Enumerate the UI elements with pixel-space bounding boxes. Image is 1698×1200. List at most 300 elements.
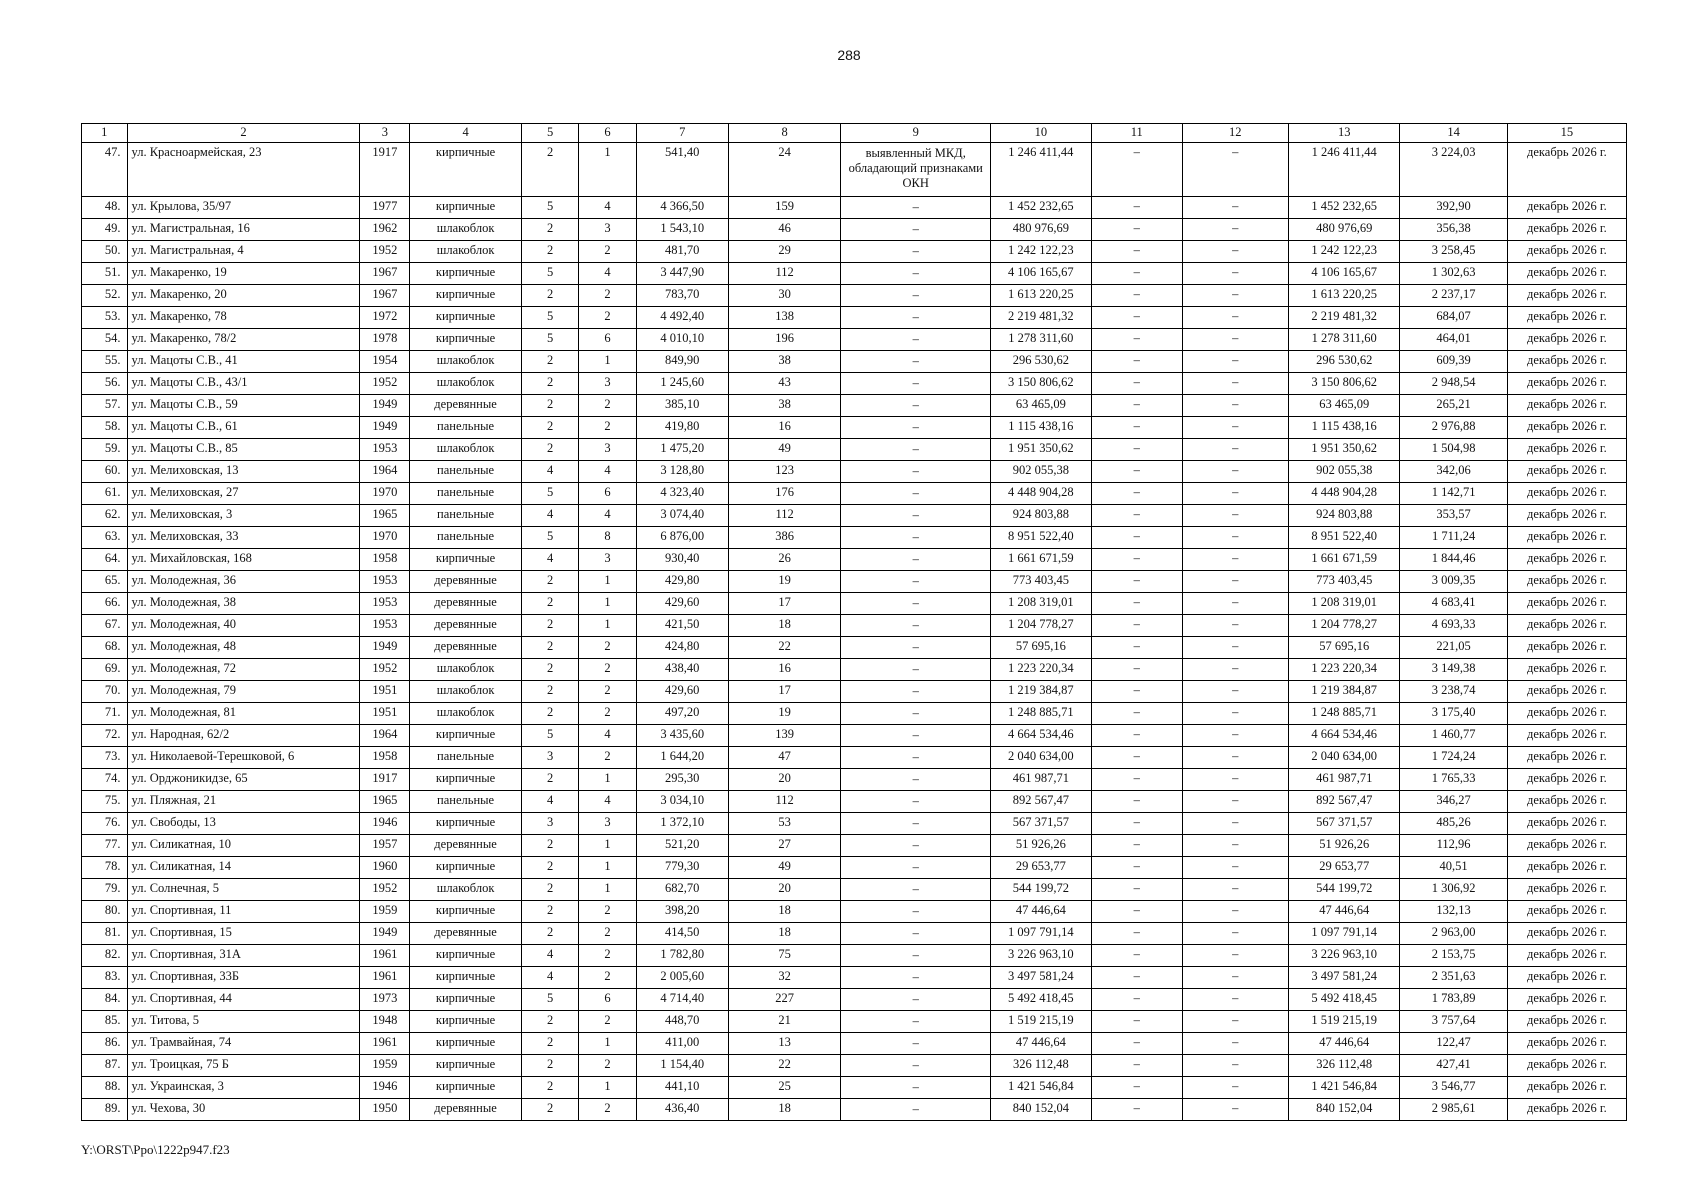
table-cell: 3 (521, 747, 578, 769)
table-cell: шлакоблок (410, 703, 522, 725)
table-cell: 1957 (360, 835, 410, 857)
table-cell: декабрь 2026 г. (1507, 637, 1626, 659)
table-cell: – (841, 307, 991, 329)
table-cell: – (1182, 615, 1288, 637)
table-cell: 4 366,50 (636, 197, 728, 219)
table-row (82, 791, 1627, 813)
table-cell: 47 446,64 (1288, 1033, 1400, 1055)
table-cell: 3 (579, 373, 636, 395)
table-row (82, 373, 1627, 395)
table-cell: 3 226 963,10 (1288, 945, 1400, 967)
table-cell: 3 034,10 (636, 791, 728, 813)
table-cell: 2 (579, 923, 636, 945)
column-header: 4 (410, 124, 522, 143)
table-cell: – (1091, 945, 1182, 967)
table-cell: – (841, 439, 991, 461)
table-cell: – (1091, 373, 1182, 395)
table-cell: – (1091, 593, 1182, 615)
table-cell: – (1091, 989, 1182, 1011)
table-cell: 81. (82, 923, 128, 945)
table-cell: 88. (82, 1077, 128, 1099)
table-cell: – (1182, 527, 1288, 549)
table-cell: 2 005,60 (636, 967, 728, 989)
table-cell: 61. (82, 483, 128, 505)
table-cell: 25 (728, 1077, 841, 1099)
table-cell: декабрь 2026 г. (1507, 1099, 1626, 1121)
table-cell: – (1091, 857, 1182, 879)
table-cell: 3 150 806,62 (1288, 373, 1400, 395)
table-cell: – (1182, 989, 1288, 1011)
table-cell: 55. (82, 351, 128, 373)
table-cell: 2 (521, 901, 578, 923)
table-row (82, 813, 1627, 835)
table-cell: 1 372,10 (636, 813, 728, 835)
table-cell: панельные (410, 791, 522, 813)
table-cell: 779,30 (636, 857, 728, 879)
table-cell: 1 (579, 835, 636, 857)
table-cell: 296 530,62 (1288, 351, 1400, 373)
table-cell: декабрь 2026 г. (1507, 725, 1626, 747)
table-cell: 176 (728, 483, 841, 505)
table-cell: 353,57 (1400, 505, 1507, 527)
table-cell: 1 460,77 (1400, 725, 1507, 747)
table-cell: 1954 (360, 351, 410, 373)
table-cell: 73. (82, 747, 128, 769)
table-cell: панельные (410, 461, 522, 483)
table-cell: 79. (82, 879, 128, 901)
table-cell: 4 010,10 (636, 329, 728, 351)
table-cell: 1 097 791,14 (990, 923, 1091, 945)
table-cell: 4 448 904,28 (1288, 483, 1400, 505)
table-cell: 461 987,71 (990, 769, 1091, 791)
table-cell: 24 (728, 143, 841, 197)
table-cell: 1 154,40 (636, 1055, 728, 1077)
table-cell: 49. (82, 219, 128, 241)
table-cell: панельные (410, 483, 522, 505)
table-cell: 783,70 (636, 285, 728, 307)
table-cell: – (1091, 143, 1182, 197)
table-cell: – (1091, 747, 1182, 769)
table-row (82, 571, 1627, 593)
table-cell: 19 (728, 703, 841, 725)
table-cell: – (1091, 263, 1182, 285)
table-cell: – (1182, 1055, 1288, 1077)
table-cell: 1958 (360, 549, 410, 571)
column-header: 11 (1091, 124, 1182, 143)
table-cell: 1949 (360, 417, 410, 439)
table-cell: декабрь 2026 г. (1507, 703, 1626, 725)
table-cell: 18 (728, 901, 841, 923)
table-cell: декабрь 2026 г. (1507, 307, 1626, 329)
table-cell: – (1182, 197, 1288, 219)
table-row (82, 967, 1627, 989)
column-header: 8 (728, 124, 841, 143)
table-cell: – (1091, 307, 1182, 329)
table-cell: 1964 (360, 725, 410, 747)
table-cell: 1 782,80 (636, 945, 728, 967)
table-cell: – (1091, 659, 1182, 681)
table-cell: 5 (521, 307, 578, 329)
table-cell: – (841, 835, 991, 857)
table-cell: 4 664 534,46 (990, 725, 1091, 747)
table-cell: ул. Спортивная, 33Б (127, 967, 360, 989)
table-cell: 56. (82, 373, 128, 395)
table-cell: – (841, 527, 991, 549)
table-row (82, 351, 1627, 373)
table-cell: 398,20 (636, 901, 728, 923)
table-cell: ул. Макаренко, 20 (127, 285, 360, 307)
table-cell: 2 237,17 (1400, 285, 1507, 307)
table-cell: 1960 (360, 857, 410, 879)
table-cell: – (841, 263, 991, 285)
table-cell: кирпичные (410, 307, 522, 329)
table-cell: 78. (82, 857, 128, 879)
table-cell: 521,20 (636, 835, 728, 857)
table-cell: шлакоблок (410, 879, 522, 901)
table-cell: 1 219 384,87 (1288, 681, 1400, 703)
table-cell: 356,38 (1400, 219, 1507, 241)
table-cell: 424,80 (636, 637, 728, 659)
table-cell: 59. (82, 439, 128, 461)
table-row (82, 307, 1627, 329)
table-cell: 2 985,61 (1400, 1099, 1507, 1121)
table-cell: 48. (82, 197, 128, 219)
table-cell: 2 351,63 (1400, 967, 1507, 989)
table-row (82, 461, 1627, 483)
table-cell: – (1091, 791, 1182, 813)
table-cell: 2 (579, 395, 636, 417)
table-cell: 5 (521, 329, 578, 351)
table-row (82, 857, 1627, 879)
table-cell: 1965 (360, 505, 410, 527)
table-cell: 47. (82, 143, 128, 197)
table-cell: 346,27 (1400, 791, 1507, 813)
column-header: 13 (1288, 124, 1400, 143)
table-cell: – (1182, 725, 1288, 747)
table-cell: ул. Магистральная, 16 (127, 219, 360, 241)
table-cell: 47 446,64 (1288, 901, 1400, 923)
table-cell: – (1091, 197, 1182, 219)
table-cell: 3 149,38 (1400, 659, 1507, 681)
table-cell: – (841, 901, 991, 923)
registry-table (81, 123, 1627, 1121)
table-cell: 3 (579, 813, 636, 835)
table-row (82, 923, 1627, 945)
table-cell: 29 653,77 (1288, 857, 1400, 879)
table-cell: ул. Спортивная, 11 (127, 901, 360, 923)
table-cell: – (1091, 923, 1182, 945)
table-cell: ул. Украинская, 3 (127, 1077, 360, 1099)
column-header: 14 (1400, 124, 1507, 143)
table-cell: 4 664 534,46 (1288, 725, 1400, 747)
table-cell: деревянные (410, 571, 522, 593)
table-cell: 2 040 634,00 (990, 747, 1091, 769)
table-cell: панельные (410, 505, 522, 527)
table-cell: – (1182, 703, 1288, 725)
table-cell: панельные (410, 417, 522, 439)
table-cell: – (1182, 351, 1288, 373)
table-cell: декабрь 2026 г. (1507, 285, 1626, 307)
table-cell: 1 613 220,25 (990, 285, 1091, 307)
table-cell: 8 951 522,40 (1288, 527, 1400, 549)
table-cell: декабрь 2026 г. (1507, 571, 1626, 593)
table-cell: ул. Спортивная, 15 (127, 923, 360, 945)
table-cell: 427,41 (1400, 1055, 1507, 1077)
table-cell: 1952 (360, 373, 410, 395)
table-cell: 429,60 (636, 593, 728, 615)
table-cell: – (841, 879, 991, 901)
table-cell: – (841, 373, 991, 395)
table-cell: шлакоблок (410, 219, 522, 241)
table-cell: декабрь 2026 г. (1507, 813, 1626, 835)
table-cell: – (841, 967, 991, 989)
table-cell: – (1182, 417, 1288, 439)
table-cell: 19 (728, 571, 841, 593)
table-cell: деревянные (410, 835, 522, 857)
table-cell: 2 (579, 241, 636, 263)
table-cell: кирпичные (410, 285, 522, 307)
table-cell: ул. Солнечная, 5 (127, 879, 360, 901)
table-cell: 1948 (360, 1011, 410, 1033)
table-cell: – (1182, 769, 1288, 791)
table-row (82, 241, 1627, 263)
table-cell: ул. Свободы, 13 (127, 813, 360, 835)
table-cell: ул. Магистральная, 4 (127, 241, 360, 263)
table-row (82, 747, 1627, 769)
table-cell: 51 926,26 (990, 835, 1091, 857)
table-cell: – (1182, 263, 1288, 285)
table-cell: 1977 (360, 197, 410, 219)
table-cell: 2 (521, 1033, 578, 1055)
table-cell: 485,26 (1400, 813, 1507, 835)
table-cell: – (841, 703, 991, 725)
table-cell: 2 (521, 571, 578, 593)
table-cell: 1 208 319,01 (990, 593, 1091, 615)
table-cell: 1 (579, 769, 636, 791)
table-cell: 1 (579, 1077, 636, 1099)
table-cell: 58. (82, 417, 128, 439)
table-cell: ул. Пляжная, 21 (127, 791, 360, 813)
table-cell: – (1091, 1011, 1182, 1033)
table-cell: 6 (579, 989, 636, 1011)
table-cell: 1 302,63 (1400, 263, 1507, 285)
table-cell: 1951 (360, 681, 410, 703)
table-cell: 139 (728, 725, 841, 747)
table-cell: 2 (579, 417, 636, 439)
table-cell: 1 452 232,65 (990, 197, 1091, 219)
table-cell: 112 (728, 263, 841, 285)
column-header: 5 (521, 124, 578, 143)
table-cell: 65. (82, 571, 128, 593)
table-cell: 1 097 791,14 (1288, 923, 1400, 945)
table-cell: 1 246 411,44 (990, 143, 1091, 197)
table-cell: 544 199,72 (1288, 879, 1400, 901)
table-cell: 1 (579, 879, 636, 901)
table-cell: 2 (521, 769, 578, 791)
table-cell: 53 (728, 813, 841, 835)
table-cell: 2 (579, 1011, 636, 1033)
table-cell: – (1091, 1033, 1182, 1055)
table-cell: 80. (82, 901, 128, 923)
table-cell: 1970 (360, 527, 410, 549)
table-cell: панельные (410, 747, 522, 769)
table-cell: ул. Чехова, 30 (127, 1099, 360, 1121)
table-cell: 2 (521, 703, 578, 725)
table-row (82, 945, 1627, 967)
table-cell: 2 (521, 923, 578, 945)
table-cell: 1 248 885,71 (1288, 703, 1400, 725)
table-cell: ул. Троицкая, 75 Б (127, 1055, 360, 1077)
table-cell: 1949 (360, 637, 410, 659)
table-cell: 4 (521, 549, 578, 571)
table-cell: 1 519 215,19 (1288, 1011, 1400, 1033)
table-cell: 5 (521, 725, 578, 747)
table-cell: 684,07 (1400, 307, 1507, 329)
table-cell: – (841, 637, 991, 659)
table-row (82, 1099, 1627, 1121)
table-cell: кирпичные (410, 143, 522, 197)
table-cell: 5 (521, 527, 578, 549)
table-body (82, 143, 1627, 1121)
table-row (82, 439, 1627, 461)
table-cell: 3 128,80 (636, 461, 728, 483)
table-cell: кирпичные (410, 989, 522, 1011)
table-cell: 392,90 (1400, 197, 1507, 219)
table-cell: – (1182, 967, 1288, 989)
table-cell: 29 (728, 241, 841, 263)
table-cell: 1973 (360, 989, 410, 1011)
table-cell: 70. (82, 681, 128, 703)
table-cell: ул. Мелиховская, 13 (127, 461, 360, 483)
table-cell: – (841, 505, 991, 527)
table-cell: 265,21 (1400, 395, 1507, 417)
table-cell: – (1091, 1055, 1182, 1077)
table-cell: – (1091, 241, 1182, 263)
table-cell: 1970 (360, 483, 410, 505)
table-cell: 75. (82, 791, 128, 813)
table-cell: 4 (579, 791, 636, 813)
table-cell: 47 (728, 747, 841, 769)
table-cell: ул. Силикатная, 14 (127, 857, 360, 879)
table-cell: 296 530,62 (990, 351, 1091, 373)
table-cell: 68. (82, 637, 128, 659)
table-cell: 773 403,45 (1288, 571, 1400, 593)
table-row (82, 1055, 1627, 1077)
table-cell: 4 (579, 505, 636, 527)
table-cell: 4 (521, 461, 578, 483)
table-cell: 2 (579, 659, 636, 681)
table-cell: 567 371,57 (1288, 813, 1400, 835)
table-cell: 2 (579, 637, 636, 659)
table-cell: 840 152,04 (990, 1099, 1091, 1121)
table-cell: 840 152,04 (1288, 1099, 1400, 1121)
table-cell: 2 (521, 439, 578, 461)
table-cell: ул. Мацоты С.В., 61 (127, 417, 360, 439)
table-cell: ул. Молодежная, 36 (127, 571, 360, 593)
table-cell: ул. Орджоникидзе, 65 (127, 769, 360, 791)
table-cell: декабрь 2026 г. (1507, 879, 1626, 901)
table-cell: декабрь 2026 г. (1507, 197, 1626, 219)
table-cell: 49 (728, 439, 841, 461)
table-cell: 8 951 522,40 (990, 527, 1091, 549)
table-cell: 2 (521, 219, 578, 241)
table-cell: 22 (728, 1055, 841, 1077)
table-cell: 1 (579, 615, 636, 637)
table-cell: 3 (521, 813, 578, 835)
table-cell: 27 (728, 835, 841, 857)
table-cell: ул. Макаренко, 78/2 (127, 329, 360, 351)
table-cell: шлакоблок (410, 659, 522, 681)
table-cell: 4 (579, 725, 636, 747)
table-cell: 159 (728, 197, 841, 219)
table-cell: 196 (728, 329, 841, 351)
table-cell: 461 987,71 (1288, 769, 1400, 791)
table-cell: 2 (521, 395, 578, 417)
table-cell: – (1182, 923, 1288, 945)
table-cell: кирпичные (410, 769, 522, 791)
table-cell: 74. (82, 769, 128, 791)
table-cell: декабрь 2026 г. (1507, 989, 1626, 1011)
table-cell: 2 976,88 (1400, 417, 1507, 439)
table-cell: декабрь 2026 г. (1507, 263, 1626, 285)
table-cell: – (1091, 725, 1182, 747)
table-cell: 1952 (360, 241, 410, 263)
table-cell: кирпичные (410, 263, 522, 285)
table-row (82, 483, 1627, 505)
table-cell: декабрь 2026 г. (1507, 791, 1626, 813)
table-cell: 29 653,77 (990, 857, 1091, 879)
table-cell: 1 204 778,27 (1288, 615, 1400, 637)
table-cell: 52. (82, 285, 128, 307)
table-cell: – (1182, 813, 1288, 835)
table-cell: – (1091, 703, 1182, 725)
table-cell: 20 (728, 769, 841, 791)
table-cell: 342,06 (1400, 461, 1507, 483)
table-row (82, 989, 1627, 1011)
table-cell: ул. Спортивная, 31А (127, 945, 360, 967)
table-cell: 1959 (360, 901, 410, 923)
table-cell: ул. Николаевой-Терешковой, 6 (127, 747, 360, 769)
table-cell: 609,39 (1400, 351, 1507, 373)
table-cell: 49 (728, 857, 841, 879)
table-cell: – (1091, 615, 1182, 637)
table-cell: 1 519 215,19 (990, 1011, 1091, 1033)
table-cell: 43 (728, 373, 841, 395)
table-cell: 3 (579, 549, 636, 571)
table-cell: 4 323,40 (636, 483, 728, 505)
table-row (82, 285, 1627, 307)
table-cell: кирпичные (410, 725, 522, 747)
table-cell: 1965 (360, 791, 410, 813)
table-cell: 3 435,60 (636, 725, 728, 747)
table-cell: 5 (521, 989, 578, 1011)
table-row (82, 637, 1627, 659)
table-cell: 1950 (360, 1099, 410, 1121)
table-cell: – (1091, 461, 1182, 483)
table-cell: 84. (82, 989, 128, 1011)
table-cell: – (841, 923, 991, 945)
table-cell: – (1182, 945, 1288, 967)
table-cell: ул. Молодежная, 79 (127, 681, 360, 703)
table-cell: 2 (579, 901, 636, 923)
table-cell: 26 (728, 549, 841, 571)
table-cell: декабрь 2026 г. (1507, 1011, 1626, 1033)
table-cell: – (1091, 505, 1182, 527)
table-cell: деревянные (410, 637, 522, 659)
table-cell: 1 219 384,87 (990, 681, 1091, 703)
table-cell: ул. Спортивная, 44 (127, 989, 360, 1011)
table-cell: – (841, 747, 991, 769)
